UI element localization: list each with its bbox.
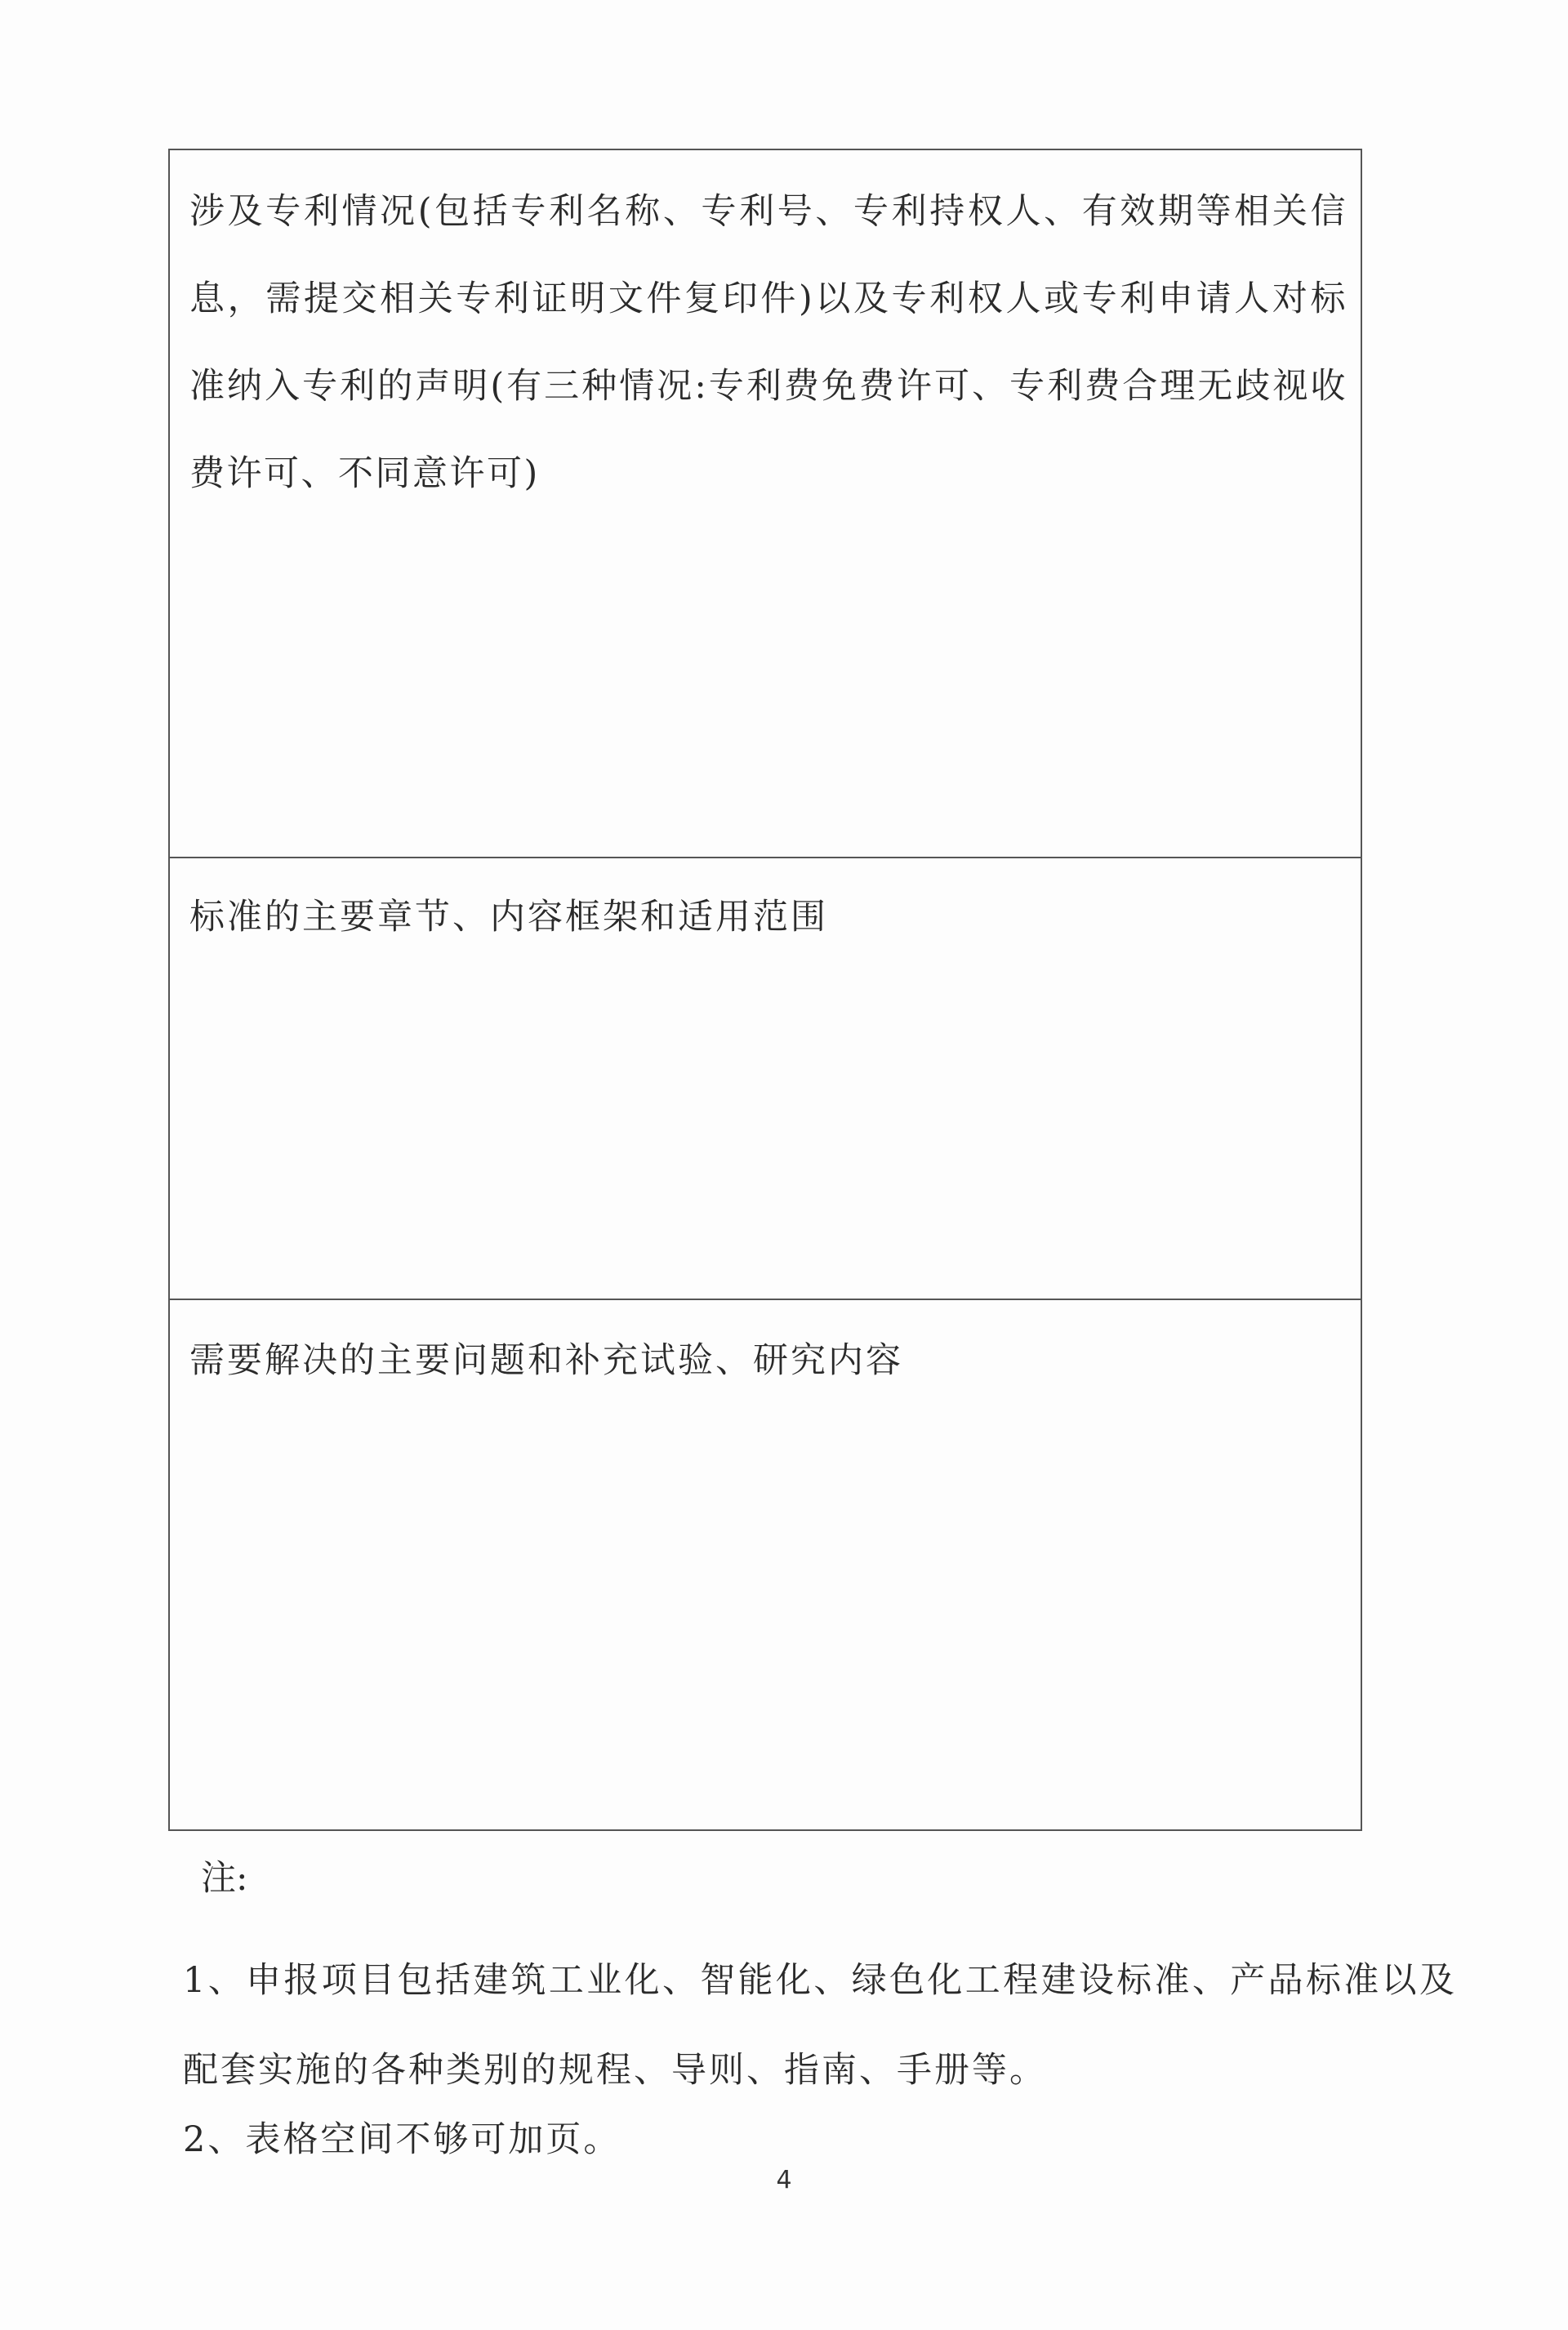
patent-info-prompt: 涉及专利情况(包括专利名称、专利号、专利持权人、有效期等相关信息，需提交相关专利证明文件复印件)以及专利权人或专利申请人对标准纳入专利的声明(有三种情况:专利费免费许可、专利费合理无歧视收费许可、不同意许可) <box>189 191 1348 494</box>
note-item-1: 1、申报项目包括建筑工业化、智能化、绿色化工程建设标准、产品标准以及配套实施的各种类别的规程、导则、指南、手册等。 <box>183 1960 1457 2091</box>
chapters-scope-prompt: 标准的主要章节、内容框架和适用范围 <box>189 897 828 938</box>
page-number: 4 <box>776 2166 792 2194</box>
application-form-table <box>168 149 1362 1831</box>
note-item-2: 2、表格空间不够可加页。 <box>183 2119 621 2160</box>
problems-research-prompt: 需要解决的主要问题和补充试验、研究内容 <box>189 1340 903 1381</box>
notes-title: 注: <box>201 1858 248 1899</box>
patent-info-section <box>170 150 1361 858</box>
problems-research-section <box>170 1300 1361 1831</box>
chapters-scope-section <box>170 858 1361 1300</box>
